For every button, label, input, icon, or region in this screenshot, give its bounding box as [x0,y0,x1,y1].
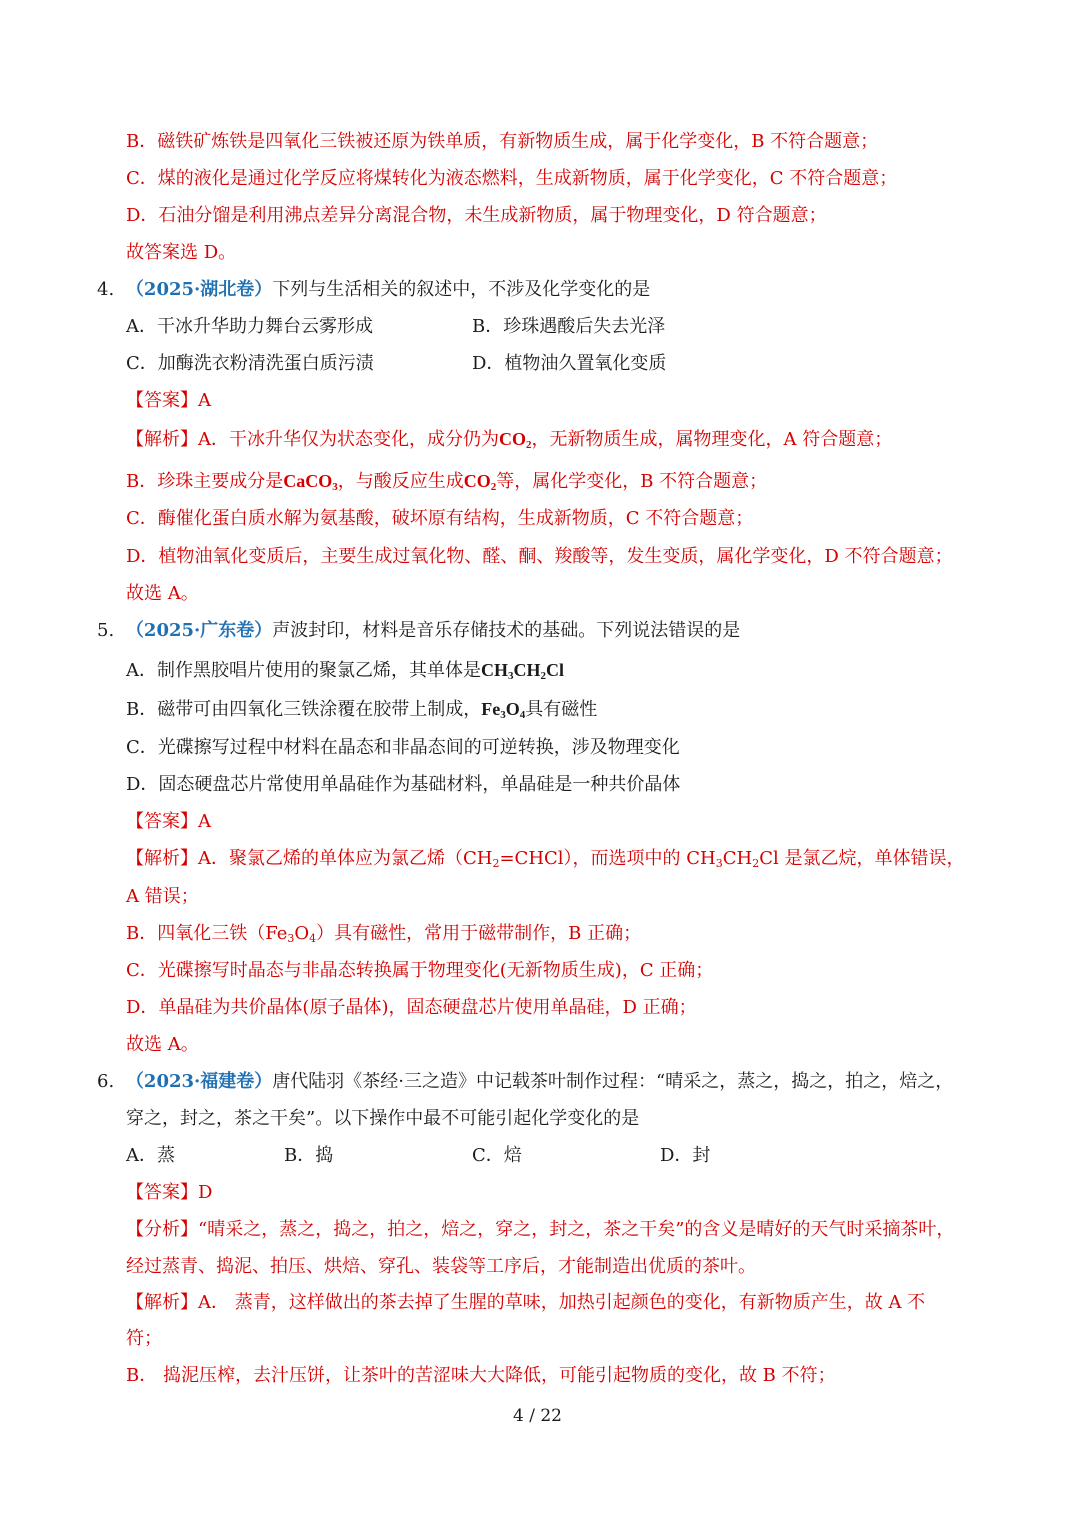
analysis-text: A．干冰升华仅为状态变化，成分仍为 [198,429,499,450]
answer-line [126,1181,212,1205]
analysis-text: ）具有磁性，常用于磁带制作，B 正确； [316,923,642,944]
option-text: B．磁带可由四氧化三铁涂覆在胶带上制成， [126,699,482,720]
formula: CaCO [283,471,333,491]
analysis-text: Cl 是氯乙烷，单体错误， [759,848,965,869]
analysis-tag: 【解析】 [126,848,198,869]
analysis-tag: 【解析】 [126,1292,198,1313]
analysis-text: CH [722,848,753,869]
question-number: 5. [97,620,115,641]
analysis-b [126,922,641,946]
analysis-c: C．光碟擦写时晶态与非晶态转换属于物理变化(无新物质生成)，C 正确； [126,960,714,981]
analysis-text: O [294,923,310,944]
analysis-c: C．酶催化蛋白质水解为氨基酸，破坏原有结构，生成新物质，C 不符合题意； [126,508,754,529]
fenxi-line-cont: 经过蒸青、捣泥、拍压、烘焙、穿孔、装袋等工序后，才能制造出优质的茶叶。 [126,1256,756,1277]
analysis-a-cont: 符； [126,1328,162,1349]
formula-subscript: 2 [540,670,546,682]
fenxi-text: “晴采之，蒸之，捣之，拍之，焙之，穿之，封之，茶之干矣”的含义是晴好的天气时采摘茶叶， [198,1219,955,1240]
formula-subscript: 3 [500,709,506,721]
analysis-text: A． 蒸青，这样做出的茶去掉了生腥的草味，加热引起颜色的变化，有新物质产生，故 A 不 [198,1292,926,1313]
analysis-a-cont: A 错误； [126,886,199,907]
option-c: C．焙 [472,1145,522,1166]
analysis-d: D．植物油氧化变质后，主要生成过氧化物、醛、酮、羧酸等，发生变质，属化学变化，D 不符合题意； [126,546,953,567]
option-c: C．加酶洗衣粉清洗蛋白质污渍 [126,353,374,374]
analysis-text: ，与酸反应生成 [337,471,464,492]
formula: Fe [481,699,501,719]
question-source: （2023·福建卷） [125,1071,273,1092]
question-source: （2025·广东卷） [125,620,273,641]
formula: CH [513,660,541,680]
fenxi-tag: 【分析】 [126,1219,198,1240]
answer-tag: 【答案】 [126,811,198,832]
answer-value: A [198,811,211,832]
question-6-stem [97,1070,953,1094]
option-d: D．固态硬盘芯片常使用单晶硅作为基础材料，单晶硅是一种共价晶体 [126,774,681,795]
option-text: A．制作黑胶唱片使用的聚氯乙烯，其单体是 [126,660,481,681]
option-a: A．蒸 [126,1145,175,1166]
prev-analysis-c: C．煤的液化是通过化学反应将煤转化为液态燃料，生成新物质，属于化学变化，C 不符合题意； [126,168,898,189]
formula: O [505,699,520,719]
analysis-text: A．聚氯乙烯的单体应为氯乙烯（CH [198,848,493,869]
formula-subscript: 2 [526,439,532,451]
analysis-a [126,847,964,871]
answer-value: D [198,1182,213,1203]
option-c: C．光碟擦写过程中材料在晶态和非晶态间的可逆转换，涉及物理变化 [126,737,680,758]
option-text: 具有磁性 [525,699,598,720]
formula: CO [499,429,526,449]
question-number: 6. [97,1071,115,1092]
question-text: 唐代陆羽《茶经·三之造》中记载茶叶制作过程：“晴采之，蒸之，捣之，拍之，焙之， [272,1071,954,1092]
analysis-tag: 【解析】 [126,429,198,450]
option-b: B．捣 [284,1145,334,1166]
conclusion: 故选 A。 [126,1034,199,1055]
answer-tag: 【答案】 [126,1182,198,1203]
option-b [126,697,597,721]
analysis-text: =CHCl），而选项中的 CH [499,848,716,869]
page-number: 4 / 22 [513,1406,562,1426]
analysis-b [126,469,767,493]
question-5-stem [97,619,740,643]
formula-subscript: 3 [715,857,723,870]
formula-subscript: 2 [490,481,497,493]
question-4-stem [97,278,650,302]
formula-subscript: 3 [287,932,295,945]
option-d: D．植物油久置氧化变质 [472,353,667,374]
formula-subscript: 3 [332,481,338,493]
prev-analysis-d: D．石油分馏是利用沸点差异分离混合物，未生成新物质，属于物理变化，D 符合题意； [126,205,827,226]
question-6-stem-cont: 穿之，封之，茶之干矣”。以下操作中最不可能引起化学变化的是 [126,1108,640,1129]
analysis-d: D．单晶硅为共价晶体(原子晶体)，固态硬盘芯片使用单晶硅，D 正确； [126,997,697,1018]
answer-line [126,389,211,413]
option-b: B．珍珠遇酸后失去光泽 [472,316,666,337]
formula: CO [463,471,491,491]
option-a: A．干冰升华助力舞台云雾形成 [126,316,373,337]
analysis-text: ，无新物质生成，属物理变化，A 符合题意； [531,429,893,450]
option-a [126,658,564,682]
question-text: 下列与生活相关的叙述中，不涉及化学变化的是 [272,279,651,300]
question-number: 4. [97,279,115,300]
answer-line [126,810,211,834]
option-d: D．封 [660,1145,711,1166]
analysis-text: B．珍珠主要成分是 [126,471,284,492]
answer-tag: 【答案】 [126,390,198,411]
analysis-text: 等，属化学变化，B 不符合题意； [496,471,768,492]
formula-subscript: 4 [309,932,317,945]
formula-subscript: 2 [752,857,760,870]
prev-conclusion: 故答案选 D。 [126,242,237,263]
question-source: （2025·湖北卷） [125,279,273,300]
answer-value: A [198,390,211,411]
formula-subscript: 4 [519,709,526,721]
question-text: 声波封印，材料是音乐存储技术的基础。下列说法错误的是 [272,620,741,641]
analysis-a [126,1291,925,1315]
formula-subscript: 2 [492,857,500,870]
fenxi-line [126,1218,954,1242]
formula-subscript: 3 [508,670,514,682]
prev-analysis-b: B．磁铁矿炼铁是四氧化三铁被还原为铁单质，有新物质生成，属于化学变化，B 不符合题意； [126,131,879,152]
formula: Cl [546,660,564,680]
formula: CH [481,660,508,680]
analysis-text: B．四氧化三铁（Fe [126,923,288,944]
analysis-a [126,427,892,451]
conclusion: 故选 A。 [126,583,199,604]
analysis-b: B． 捣泥压榨，去汁压饼，让茶叶的苦涩味大大降低，可能引起物质的变化，故 B 不符； [126,1365,836,1386]
